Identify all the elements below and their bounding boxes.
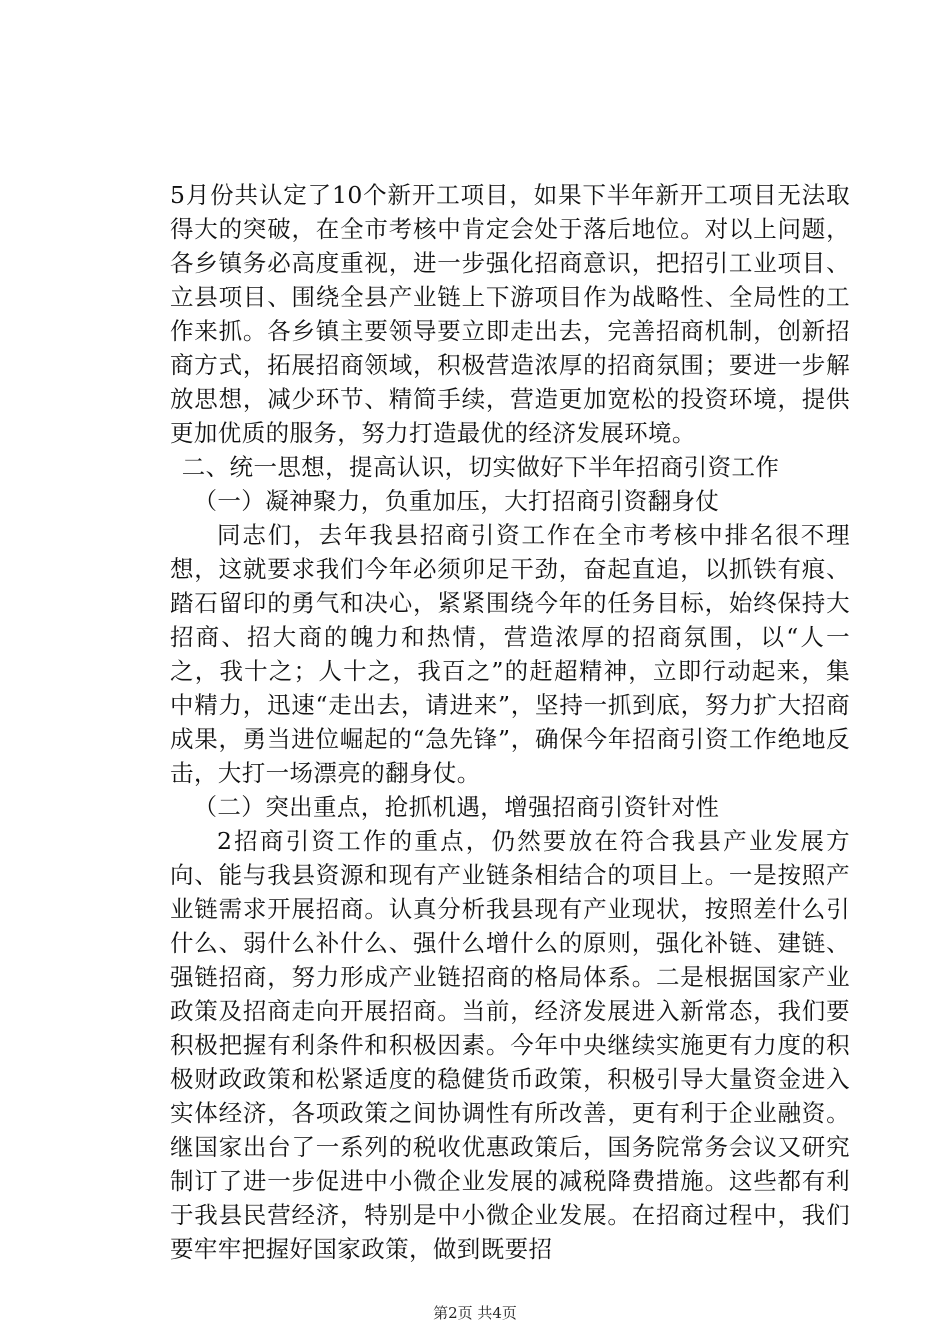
subsection-heading-2: （二）突出重点，抢抓机遇，增强招商引资针对性 <box>193 793 720 821</box>
body-text-top <box>170 178 850 450</box>
subsection-body-2: 2招商引资工作的重点，仍然要放在符合我县产业发展方向、能与我县资源和现有产业链条相结合的项目上。一是按照产业链需求开展招商。认真分析我县现有产业现状，按照差什么引什么、弱什么补什么、强什么增什么的原则，强化补链、建链、强链招商，努力形成产业链招商的格局体系。二是根据国家产业政策及招商走向开展招商。当前，经济发展进入新常态，我们要积极把握有利条件和积极因素。今年中央继续实施更有力度的积极财政政策和松紧适度的稳健货币政策，积极引导大量资金进入实体经济，各项政策之间协调性有所改善，更有利于企业融资。继国家出台了一系列的税收优惠政策后，国务院常务会议又研究制订了进一步促进中小微企业发展的减税降费措施。这些都有利于我县民营经济，特别是中小微企业发展。在招商过程中，我们要牢牢把握好国家政策，做到既要招 <box>170 827 850 1263</box>
section-two <box>170 450 850 1266</box>
subsection-body-1: 同志们，去年我县招商引资工作在全市考核中排名很不理想，这就要求我们今年必须卯足干劲，奋起直追，以抓铁有痕、踏石留印的勇气和决心，紧紧围绕今年的任务目标，始终保持大招商、招大商的魄力和热情，营造浓厚的招商氛围，以“人一之，我十之；人十之，我百之”的赶超精神，立即行动起来，集中精力，迅速“走出去，请进来”，坚持一抓到底，努力扩大招商成果，勇当进位崛起的“急先锋”，确保今年招商引资工作绝地反击，大打一场漂亮的翻身仗。 <box>170 521 850 787</box>
paragraph-continued: 5月份共认定了10个新开工项目，如果下半年新开工项目无法取得大的突破，在全市考核中肯定会处于落后地位。对以上问题，各乡镇务必高度重视，进一步强化招商意识，把招引工业项目、立县项目、围绕全县产业链上下游项目作为战略性、全局性的工作来抓。各乡镇主要领导要立即走出去，完善招商机制，创新招商方式，拓展招商领域，积极营造浓厚的招商氛围；要进一步解放思想，减少环节、精简手续，营造更加宽松的投资环境，提供更加优质的服务，努力打造最优的经济发展环境。 <box>170 181 850 447</box>
subsection-heading-1: （一）凝神聚力，负重加压，大打招商引资翻身仗 <box>193 487 720 515</box>
page-number: 第2页 共4页 <box>433 1304 517 1322</box>
page-footer <box>0 1302 950 1323</box>
section-heading: 二、统一思想，提高认识，切实做好下半年招商引资工作 <box>181 453 780 481</box>
